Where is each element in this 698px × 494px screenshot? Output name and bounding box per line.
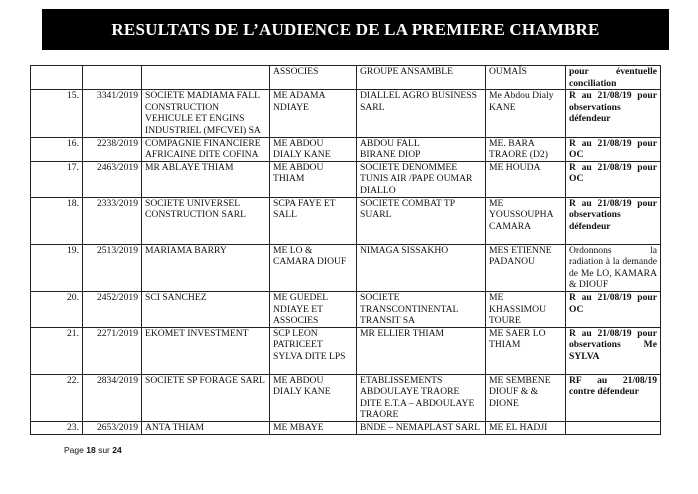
cell-party1: ANTA THIAM bbox=[142, 422, 270, 435]
cell-party2: GROUPE ANSAMBLE bbox=[357, 66, 486, 90]
table-row bbox=[31, 90, 661, 137]
cell-lawyer1: SCPA FAYE ET SALL bbox=[270, 197, 357, 244]
cell-rg: 2271/2019 bbox=[83, 327, 142, 374]
cell-rg bbox=[83, 66, 142, 90]
cell-lawyer2: ME. BARA TRAORE (D2) bbox=[486, 137, 566, 161]
cell-num: 16. bbox=[31, 137, 83, 161]
cell-decision bbox=[566, 422, 661, 435]
cell-num: 22. bbox=[31, 374, 83, 421]
footer-of-word: sur bbox=[98, 445, 110, 455]
cell-num: 15. bbox=[31, 90, 83, 137]
cell-lawyer1: ME ABDOU DIALY KANE bbox=[270, 374, 357, 421]
cell-party1: MARIAMA BARRY bbox=[142, 244, 270, 291]
cell-lawyer2: ME SAER LO THIAM bbox=[486, 327, 566, 374]
table-header-row bbox=[31, 66, 661, 90]
cell-num: 23. bbox=[31, 422, 83, 435]
cell-lawyer1: ME MBAYE bbox=[270, 422, 357, 435]
cell-party1: SOCIETE MADIAMA FALL CONSTRUCTION VEHICULE ET ENGINS INDUSTRIEL (MFCVEI) SA bbox=[142, 90, 270, 137]
results-table bbox=[30, 65, 661, 435]
footer-page-number: 18 bbox=[86, 445, 96, 455]
cell-lawyer2: ME SEMBENE DIOUF & & DIONE bbox=[486, 374, 566, 421]
cell-party1 bbox=[142, 66, 270, 90]
cell-decision: R au 21/08/19 pour observations défendeur bbox=[566, 197, 661, 244]
cell-decision: R au 21/08/19 pour observations défendeur bbox=[566, 90, 661, 137]
cell-lawyer1: ASSOCIES bbox=[270, 66, 357, 90]
title-banner bbox=[42, 9, 669, 50]
cell-lawyer1: ME LO & CAMARA DIOUF bbox=[270, 244, 357, 291]
cell-rg: 2513/2019 bbox=[83, 244, 142, 291]
cell-rg: 3341/2019 bbox=[83, 90, 142, 137]
cell-lawyer2: ME EL HADJI bbox=[486, 422, 566, 435]
footer-page-word: Page bbox=[64, 445, 84, 455]
cell-rg: 2834/2019 bbox=[83, 374, 142, 421]
cell-party2: SOCIETE DENOMMEE TUNIS AIR /PAPE OUMAR DIALLO bbox=[357, 161, 486, 197]
cell-lawyer1: ME ADAMA NDIAYE bbox=[270, 90, 357, 137]
table-row bbox=[31, 291, 661, 327]
cell-party1: SCI SANCHEZ bbox=[142, 291, 270, 327]
cell-decision: R au 21/08/19 pour OC bbox=[566, 161, 661, 197]
cell-rg: 2653/2019 bbox=[83, 422, 142, 435]
cell-lawyer1: ME ABDOU THIAM bbox=[270, 161, 357, 197]
cell-num: 21. bbox=[31, 327, 83, 374]
cell-num: 18. bbox=[31, 197, 83, 244]
cell-decision: R au 21/08/19 pour OC bbox=[566, 137, 661, 161]
cell-party1: SOCIETE UNIVERSEL CONSTRUCTION SARL bbox=[142, 197, 270, 244]
table-row bbox=[31, 422, 661, 435]
cell-party2: MR ELLIER THIAM bbox=[357, 327, 486, 374]
cell-party1: MR ABLAYE THIAM bbox=[142, 161, 270, 197]
cell-party1: SOCIETE SP FORAGE SARL bbox=[142, 374, 270, 421]
cell-party2: NIMAGA SISSAKHO bbox=[357, 244, 486, 291]
cell-num: 19. bbox=[31, 244, 83, 291]
cell-party2: DIALLEL AGRO BUSINESS SARL bbox=[357, 90, 486, 137]
cell-party1: EKOMET INVESTMENT bbox=[142, 327, 270, 374]
table-row bbox=[31, 161, 661, 197]
cell-party2: BNDE – NEMAPLAST SARL bbox=[357, 422, 486, 435]
cell-party2: SOCIETE COMBAT TP SUARL bbox=[357, 197, 486, 244]
cell-lawyer1: SCP LEON PATRICEET SYLVA DITE LPS bbox=[270, 327, 357, 374]
cell-lawyer2: ME YOUSSOUPHA CAMARA bbox=[486, 197, 566, 244]
cell-decision: pour éventuelle conciliation bbox=[566, 66, 661, 90]
cell-num: 20. bbox=[31, 291, 83, 327]
cell-party2: ABDOU FALL BIRANE DIOP bbox=[357, 137, 486, 161]
cell-lawyer2: ME KHASSIMOU TOURE bbox=[486, 291, 566, 327]
page-footer bbox=[64, 445, 122, 455]
cell-rg: 2238/2019 bbox=[83, 137, 142, 161]
cell-rg: 2463/2019 bbox=[83, 161, 142, 197]
table-row bbox=[31, 244, 661, 291]
page-title: RESULTATS DE L’AUDIENCE DE LA PREMIERE CHAMBRE bbox=[111, 19, 600, 39]
cell-decision: Ordonnons la radiation à la demande de Me LO, KAMARA & DIOUF bbox=[566, 244, 661, 291]
cell-decision: R au 21/08/19 pour OC bbox=[566, 291, 661, 327]
cell-lawyer2: MES ETIENNE PADANOU bbox=[486, 244, 566, 291]
table-row bbox=[31, 137, 661, 161]
cell-lawyer2: Me Abdou Dialy KANE bbox=[486, 90, 566, 137]
cell-party2: ETABLISSEMENTS ABDOULAYE TRAORE DITE E.T.A – ABDOULAYE TRAORE bbox=[357, 374, 486, 421]
cell-party2: SOCIETE TRANSCONTINENTAL TRANSIT SA bbox=[357, 291, 486, 327]
cell-lawyer1: ME ABDOU DIALY KANE bbox=[270, 137, 357, 161]
cell-rg: 2333/2019 bbox=[83, 197, 142, 244]
table-row bbox=[31, 197, 661, 244]
cell-lawyer2: ME HOUDA bbox=[486, 161, 566, 197]
cell-rg: 2452/2019 bbox=[83, 291, 142, 327]
cell-party1: COMPAGNIE FINANCIERE AFRICAINE DITE COFINA bbox=[142, 137, 270, 161]
cell-decision: R au 21/08/19 pour observations Me SYLVA bbox=[566, 327, 661, 374]
cell-num bbox=[31, 66, 83, 90]
cell-decision: RF au 21/08/19 contre défendeur bbox=[566, 374, 661, 421]
table-row bbox=[31, 374, 661, 421]
footer-page-total: 24 bbox=[112, 445, 122, 455]
table-row bbox=[31, 327, 661, 374]
cell-lawyer2: OUMAÏS bbox=[486, 66, 566, 90]
cell-lawyer1: ME GUEDEL NDIAYE ET ASSOCIES bbox=[270, 291, 357, 327]
cell-num: 17. bbox=[31, 161, 83, 197]
